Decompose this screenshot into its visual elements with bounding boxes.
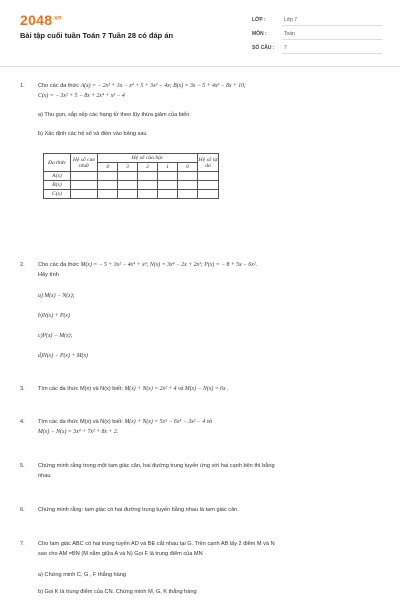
part-c: c)P(x) − M(x); — [38, 333, 73, 339]
question-4-line-1 — [38, 418, 390, 427]
question-6-line: Chứng minh rằng: tam giác có hai đường trung tuyến bằng nhau là tam giác cân. — [38, 507, 239, 513]
question-text: Tìm các đa thức M(x) và N(x) biết: — [38, 419, 123, 425]
degree-cell: 3 — [118, 163, 138, 172]
poly-c: C(x) = − 3x² + 5 − 8x + 2x⁴ + x³ − 4 — [38, 93, 125, 99]
header-poly: Đa thức — [44, 154, 71, 172]
empty-cell — [158, 181, 178, 190]
table-row — [44, 181, 219, 190]
question-5 — [20, 462, 390, 482]
question-3 — [20, 385, 390, 395]
question-2-tail: Hãy tính — [38, 272, 59, 278]
empty-cell — [138, 181, 158, 190]
question-text: Cho các đa thức — [38, 83, 80, 89]
empty-cell — [198, 190, 219, 199]
poly-b: B(x) = 3x − 5 + 4x³ − 8x + 10; — [173, 83, 246, 89]
question-3-line — [38, 385, 390, 394]
question-math: M(x) + N(x) = 5x⁵ − 6x⁴ − 3x² − 4 và — [124, 419, 213, 425]
question-4 — [20, 418, 390, 438]
empty-cell — [118, 172, 138, 181]
question-1-line-1 — [38, 82, 390, 91]
question-1-line-2 — [38, 92, 390, 101]
empty-cell — [178, 181, 198, 190]
degree-cell: 1 — [158, 163, 178, 172]
meta-underline — [282, 53, 382, 54]
question-7 — [20, 540, 390, 598]
question-text: Tìm các đa thức M(x) và N(x) biết: — [38, 386, 123, 392]
logo-text: 2048 — [20, 12, 53, 28]
empty-cell — [98, 172, 118, 181]
question-math: M(x) + N(x) = 2x² + 4 và M(x) − N(x) = 6x . — [124, 386, 229, 392]
empty-cell — [178, 172, 198, 181]
header-constant: Hệ số tự do — [198, 154, 219, 172]
header-divider — [0, 66, 400, 67]
coefficient-table — [43, 153, 219, 199]
row-label: C(x) — [44, 190, 71, 199]
empty-cell — [118, 190, 138, 199]
empty-cell — [198, 172, 219, 181]
header — [0, 0, 400, 62]
empty-cell — [98, 190, 118, 199]
degree-cell: 0 — [178, 163, 198, 172]
meta-count-label: SỐ CÂU : — [252, 45, 275, 51]
question-7-line-1: Cho tam giác ABC có hai trung tuyến AD và BE cắt nhau tại G. Trên cạnh AB lấy 2 điểm M và N — [38, 541, 275, 547]
part-a: a) Thu gọn, sắp xếp các hạng tử theo lũy thừa giảm của biến — [38, 112, 190, 118]
empty-cell — [138, 172, 158, 181]
part-b: b) Xác định các hệ số và điền vào bảng sau — [38, 131, 147, 137]
degree-cell: 4 — [98, 163, 118, 172]
question-number: 1. — [20, 83, 25, 89]
part-b: b) Gọi K là trung điểm của CN. Chứng minh M, G, K thẳng hàng — [38, 589, 197, 595]
poly-a: A(x) = − 2x² + 3x − x⁴ + 5 + 3x³ − 4x; — [80, 83, 172, 89]
empty-cell — [118, 181, 138, 190]
empty-cell — [178, 190, 198, 199]
question-5-line-1: Chứng minh rằng trong một tam giác cân, hai đường trung tuyến ứng với hai cạnh bên thì bằng — [38, 463, 275, 469]
empty-cell — [158, 172, 178, 181]
empty-cell — [98, 181, 118, 190]
question-6 — [20, 506, 390, 516]
part-d: d)N(x) − P(x) + M(x) — [38, 353, 88, 359]
question-number: 5. — [20, 463, 25, 469]
part-a: a) Chứng minh C, G , F thẳng hàng — [38, 572, 127, 578]
part-b: b)N(x) + P(x) — [38, 313, 70, 319]
empty-cell — [138, 190, 158, 199]
logo-tld: .vn — [52, 15, 62, 22]
question-4-line-2: M(x) − N(x) = 3x⁴ + 7x² + 8x + 2. — [38, 429, 119, 435]
part-a: a) M(x) − N(x); — [38, 293, 75, 299]
meta-class-label: LỚP : — [252, 17, 266, 23]
empty-cell — [71, 181, 98, 190]
question-text: Cho các đa thức — [38, 262, 80, 268]
empty-cell — [71, 172, 98, 181]
question-2-line-1 — [38, 261, 390, 270]
question-1 — [20, 82, 390, 154]
poly-n: N(x) = 3x⁴ − 2x + 2x³; — [149, 262, 203, 268]
header-leading-coef: Hệ số cao nhất — [71, 154, 98, 172]
question-5-line-2: nhau — [38, 473, 51, 479]
poly-p: P(x) = − 8 + 5x − 6x². — [204, 262, 258, 268]
header-coef-degree: Hệ số của bậc — [98, 154, 198, 163]
meta-underline — [282, 39, 382, 40]
row-label: B(x) — [44, 181, 71, 190]
meta-subject-value: Toán — [284, 31, 295, 37]
meta-subject-label: MÔN : — [252, 31, 267, 37]
question-2 — [20, 261, 390, 371]
site-logo[interactable] — [20, 12, 62, 28]
meta-count-value: 7 — [284, 45, 287, 51]
empty-cell — [198, 181, 219, 190]
poly-m: M(x) = − 5 + 3x² − 4x⁴ + x³; — [80, 262, 149, 268]
table-row — [44, 172, 219, 181]
meta-underline — [282, 25, 382, 26]
empty-cell — [71, 190, 98, 199]
meta-class-value: Lớp 7 — [284, 17, 298, 23]
question-number: 4. — [20, 419, 25, 425]
question-7-line-2: sao cho AM =BN (M nằm giữa A và N) Gọi F là trung điểm của MN — [38, 551, 203, 557]
question-number: 3. — [20, 386, 25, 392]
row-label: A(x) — [44, 172, 71, 181]
question-number: 7. — [20, 541, 25, 547]
question-number: 2. — [20, 262, 25, 268]
degree-cell: 2 — [138, 163, 158, 172]
page-title: Bài tập cuối tuần Toán 7 Tuần 28 có đáp án — [20, 31, 174, 40]
question-number: 6. — [20, 507, 25, 513]
table-row — [44, 190, 219, 199]
empty-cell — [158, 190, 178, 199]
